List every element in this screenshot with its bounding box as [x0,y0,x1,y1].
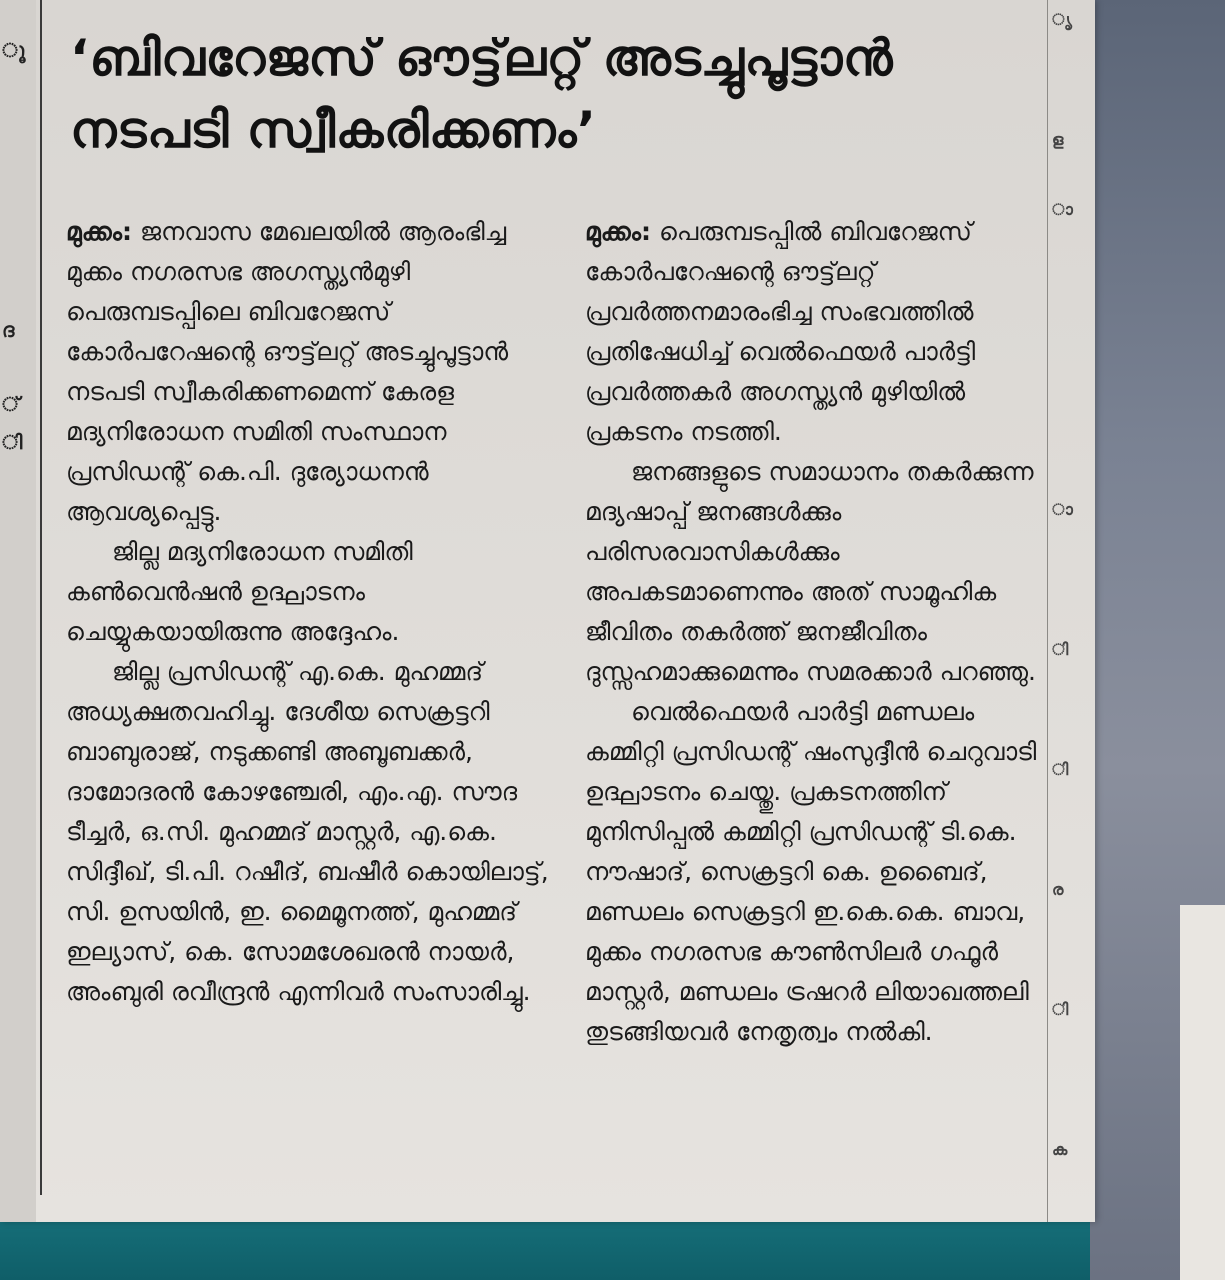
right-paragraph-1-text: പെരുമ്പടപ്പിൽ ബിവറേജസ് കോർപറേഷന്റെ ഔട്ട്‌ലറ്റ് പ്രവർത്തനമാരംഭിച്ച സംഭവത്തിൽ പ്രതിഷേധിച്ച് വെൽഫെയർ പാർട്ടി പ്രവർത്തകർ അഗസ്ത്യൻ മുഴിയിൽ പ്രകടനം നടത്തി. [585,217,976,446]
left-paragraph-2: ജില്ല മദ്യനിരോധന സമിതി കൺവെൻഷൻ ഉദ്ഘാടനം ചെയ്യുകയായിരുന്നു അദ്ദേഹം. [66,537,413,646]
adjacent-column-fragment: ൂ ദ ് ി [0,0,36,1222]
column-rule-left [40,0,42,1195]
background-paper [1180,905,1225,1280]
right-paragraph-1 [585,212,1045,452]
newspaper-clipping: ൂ ദ ് ി ‘ബിവറേജസ് ഔട്ട്‌ലറ്റ് അടച്ചുപൂട്ടാൻ നടപടി സ്വീകരിക്കണം’ മുക്കം: ജനവാസ മേഖലയിൽ ആരംഭിച്ച മുക്കം നഗരസഭ അഗസ്ത്യൻമുഴി പെരുമ്പടപ്പിലെ ബിവറേജസ് കോർപറേഷന്റെ ഔട്ട്‌ലറ്റ് അടച്ചുപൂട്ടാൻ നടപടി സ്വീകരിക്കണമെന്ന് കേരള മദ്യനിരോധന സമിതി സംസ്ഥാന പ്രസിഡന്റ് കെ.പി. ദുര്യോധനൻ ആവശ്യപ്പെട്ടു. ജില്ല മദ്യനിരോധന സമിതി കൺവെൻഷൻ ഉദ്ഘാടനം ചെയ്യുകയായിരുന്നു അദ്ദേഹം. ജില്ല പ്രസിഡന്റ് എ.കെ. മുഹമ്മദ് അധ്യക്ഷതവഹിച്ചു. ദേശീയ സെക്രട്ടറി ബാബുരാജ്, നടുക്കണ്ടി അബൂബക്കർ, ദാമോദരൻ കോഴഞ്ചേരി, എം.എ. സൗദ ടീച്ചർ, ഒ.സി. മുഹമ്മദ് മാസ്റ്റർ, എ.കെ. സിദ്ദീഖ്, ടി.പി. റഷീദ്, ബഷീർ കൊയിലാട്ട്, സി. ഉസയിൻ, ഇ. മൈമൂനത്ത്, മുഹമ്മദ് ഇല്യാസ്, കെ. സോമശേഖരൻ നായർ, അംബുരി രവീന്ദ്രൻ എന്നിവർ സംസാരിച്ചു. മുക്കം: പെരുമ്പടപ്പിൽ ബിവറേജസ് കോർപറേഷന്റെ ഔട്ട്‌ലറ്റ് പ്രവർത്തനമാരംഭിച്ച സംഭവത്തിൽ പ്രതിഷേധിച്ച് വെൽഫെയർ പാർട്ടി പ്രവർത്തകർ അഗസ്ത്യൻ മുഴിയിൽ പ്രകടനം നടത്തി. ജനങ്ങളുടെ സമാധാനം തകർക്കുന്ന മദ്യഷാപ്പ് ജനങ്ങൾക്കും പരിസരവാസികൾക്കും അപകടമാണെന്നും അത് സാമൂഹിക ജീവിതം തകർത്ത് ജനജീവിതം ദുസ്സഹമാക്കുമെന്നും സമരക്കാർ പറഞ്ഞു. വെൽഫെയർ പാർട്ടി മണ്ഡലം കമ്മിറ്റി പ്രസിഡന്റ് ഷംസുദ്ദീൻ ചെറുവാടി ഉദ്ഘാടനം ചെയ്തു. പ്രകടനത്തിന് മുനിസിപ്പൽ കമ്മിറ്റി പ്രസിഡന്റ് ടി.കെ. നൗഷാദ്, സെക്രട്ടറി കെ. ഉബൈദ്, മണ്ഡലം സെക്രട്ടറി ഇ.കെ.കെ. ബാവ, മുക്കം നഗരസഭ കൗൺസിലർ ഗഫൂർ മാസ്റ്റർ, മണ്ഡലം ട്രഷറർ ലിയാഖത്തലി തുടങ്ങിയവർ നേതൃത്വം നൽകി. ൃ ള ാ ാ ി ി ര ി ക [0,0,1095,1222]
left-dateline: മുക്കം: [66,217,133,246]
left-paragraph-1 [66,212,551,532]
right-paragraph-2: ജനങ്ങളുടെ സമാധാനം തകർക്കുന്ന മദ്യഷാപ്പ് ജനങ്ങൾക്കും പരിസരവാസികൾക്കും അപകടമാണെന്നും അത് സാമൂഹിക ജീവിതം തകർത്ത് ജനജീവിതം ദുസ്സഹമാക്കുമെന്നും സമരക്കാർ പറഞ്ഞു. [585,457,1036,686]
background-teal-strip [0,1212,1090,1280]
column-rule-right [1047,0,1048,1222]
right-column [585,212,1045,1052]
left-column [66,212,551,1012]
right-paragraph-3: വെൽഫെയർ പാർട്ടി മണ്ഡലം കമ്മിറ്റി പ്രസിഡന്റ് ഷംസുദ്ദീൻ ചെറുവാടി ഉദ്ഘാടനം ചെയ്തു. പ്രകടനത്തിന് മുനിസിപ്പൽ കമ്മിറ്റി പ്രസിഡന്റ് ടി.കെ. നൗഷാദ്, സെക്രട്ടറി കെ. ഉബൈദ്, മണ്ഡലം സെക്രട്ടറി ഇ.കെ.കെ. ബാവ, മുക്കം നഗരസഭ കൗൺസിലർ ഗഫൂർ മാസ്റ്റർ, മണ്ഡലം ട്രഷറർ ലിയാഖത്തലി തുടങ്ങിയവർ നേതൃത്വം നൽകി. [585,697,1037,1046]
left-paragraph-3: ജില്ല പ്രസിഡന്റ് എ.കെ. മുഹമ്മദ് അധ്യക്ഷതവഹിച്ചു. ദേശീയ സെക്രട്ടറി ബാബുരാജ്, നടുക്കണ്ടി അബൂബക്കർ, ദാമോദരൻ കോഴഞ്ചേരി, എം.എ. സൗദ ടീച്ചർ, ഒ.സി. മുഹമ്മദ് മാസ്റ്റർ, എ.കെ. സിദ്ദീഖ്, ടി.പി. റഷീദ്, ബഷീർ കൊയിലാട്ട്, സി. ഉസയിൻ, ഇ. മൈമൂനത്ത്, മുഹമ്മദ് ഇല്യാസ്, കെ. സോമശേഖരൻ നായർ, അംബുരി രവീന്ദ്രൻ എന്നിവർ സംസാരിച്ചു. [66,657,549,1006]
right-dateline: മുക്കം: [585,217,652,246]
left-paragraph-1-text: ജനവാസ മേഖലയിൽ ആരംഭിച്ച മുക്കം നഗരസഭ അഗസ്ത്യൻമുഴി പെരുമ്പടപ്പിലെ ബിവറേജസ് കോർപറേഷന്റെ ഔട്ട്‌ലറ്റ് അടച്ചുപൂട്ടാൻ നടപടി സ്വീകരിക്കണമെന്ന് കേരള മദ്യനിരോധന സമിതി സംസ്ഥാന പ്രസിഡന്റ് കെ.പി. ദുര്യോധനൻ ആവശ്യപ്പെട്ടു. [66,217,509,526]
headline: ‘ബിവറേജസ് ഔട്ട്‌ലറ്റ് അടച്ചുപൂട്ടാൻ നടപടി സ്വീകരിക്കണം’ [70,29,893,159]
